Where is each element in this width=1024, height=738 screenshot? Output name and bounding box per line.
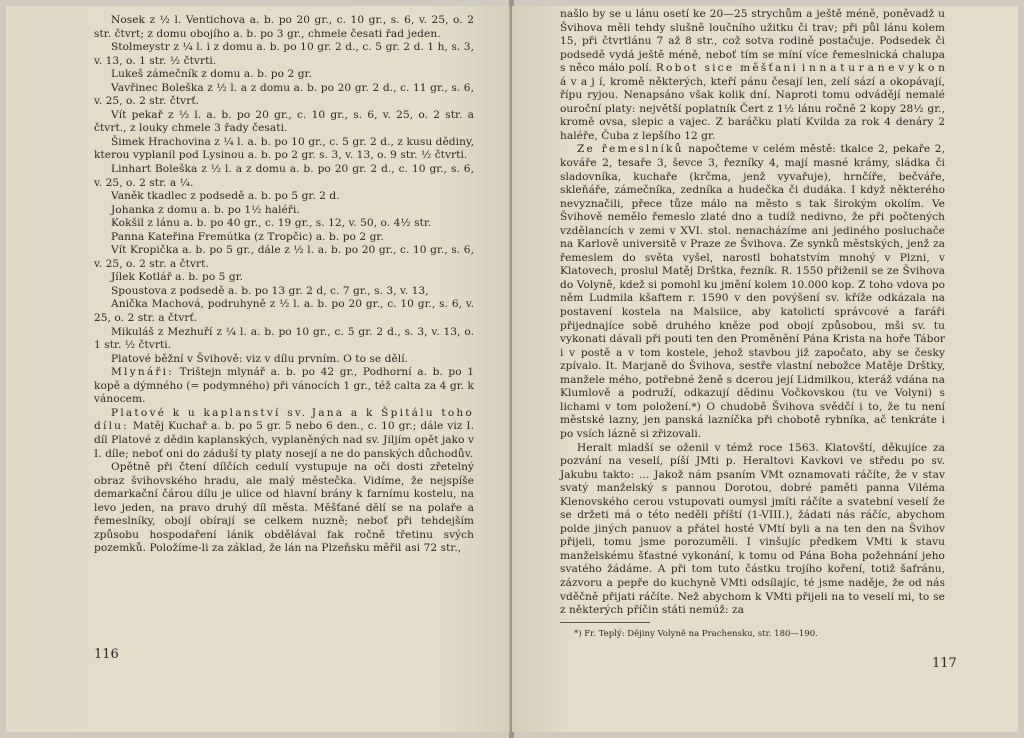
platove-text: Matěj Kuchař a. b. po 5 gr. 5 nebo 6 den., c. 10 gr.; dále viz I. díl Platové z dědin kaplanských, vyplaněných nad sv. Jiljím opět jako v I. díle; neboť oni do záduší ty platy nosejí a ne do panských důchodův. [94,420,474,460]
mlynari-text: Trištejn mlynář a. b. po 42 gr., Podhorní a. b. po 1 kopě a dýmného (= podymného) při vánocích 1 gr., též calta za 4 gr. k vánocem. [94,366,474,406]
platove-label: Platové k u kaplanství sv. [111,406,308,419]
left-paragraph: Jílek Kotlář a. b. po 5 gr. [111,271,244,284]
robot-label: Robot sice měšťani [655,62,799,75]
platove-paragraph [94,407,474,461]
right-text-1: našlo by se u lánu osetí ke 20—25 strychům a ještě méně, poněvadž u Švihova měli tehdy slušně loučního užitku či trav; při půl lánu kolem 15, při čtvrtlánu 7 až 8 str., což sotva rodině postačuje. Podsedek či podsedě vydá ještě méně, neboť tím se míní více řemeslnická chalupa s něco málo polí. [560,8,945,75]
left-paragraph: Spoustova z podsedě a. b. po 13 gr. 2 d, c. 7 gr., s. 3, v. 13, [111,284,429,297]
remeslniku-label: Ze řemeslníků [577,143,684,156]
page-number-right: 117 [932,656,957,671]
left-paragraph: Panna Kateřina Fremútka (z Tropčic) a. b. po 2 gr. [111,230,384,243]
left-paragraph: Nosek z ½ l. Ventichova a. b. po 20 gr., c. 10 gr., s. 6, v. 25, o. 2 str. čtvrt; z domu obojího a. b. po 3 gr., chmele česati řad jeden. [94,14,474,40]
right-paragraph-2 [560,143,945,441]
left-paragraph: Stolmeystr z ¼ l. i z domu a. b. po 10 gr. 2 d., c. 5 gr. 2 d. 1 h, s. 3, v. 13, o. 1 str. ½ čtvrti. [94,41,474,67]
left-paragraph: Kokšil z lánu a. b. po 40 gr., c. 19 gr., s. 12, v. 50, o. 4½ str. [111,217,432,230]
left-paragraph: Lukeš zámečník z domu a. b. po 2 gr. [111,68,312,81]
left-paragraph: Vít Kropička a. b. po 5 gr., dále z ½ l. a. b. po 20 gr., c. 10 gr., s. 6, v. 25, o. 2 str. a čtvrt. [94,244,474,270]
left-page-text [94,14,474,556]
right-text-1c: kromě některých, kteří pánu česají len, zelí sází a okopávají, řípu ryjou. Nenapsáno však kolik dní. Naproti tomu odvádějí nemalé ouroční platy: největší poplatník Čert z 1½ lánu ročně 2 kopy 28½ gr., kromě ovsa, slepic a vajec. Z baráčku platí Kvilda za rok 4 denáry 2 haléře, Čuba z lepšího 12 gr. [560,75,945,142]
page-number-left: 116 [94,647,119,662]
platove-label-2: Jana a k Špitálu toho dílu: [94,406,474,433]
footnote-rule [560,622,650,623]
left-paragraph: Vavřinec Boleška z ½ l. a z domu a. b. po 20 gr. 2 d., c. 11 gr., s. 6, v. 25, o. 2 str. čtvrť. [94,81,474,108]
mlynari-paragraph [94,366,474,407]
left-paragraph: Anička Machová, podruhyně z ½ l. a. b. po 20 gr., c. 10 gr., s. 6, v. 25, o. 2 str. a čtvrť. [94,298,474,325]
left-paragraph: Platové běžní v Švihově: viz v dílu prvním. O to se dělí. [111,352,409,365]
left-page [6,6,510,732]
left-paragraph: Vít pekař z ½ l. a. b. po 20 gr., c. 10 gr., s. 6, v. 25, o. 2 str. a čtvrt., z louky chmele 3 řady česati. [94,108,474,135]
mlynari-label: Mlynáři: [111,366,174,379]
left-final-paragraph: Opětně při čtení dílčích cedulí vystupuje na oči dosti zřetelný obraz švihovského hradu, ale malý městečka. Vidíme, že nejspíše demarkační čárou dílu je ulice od hlavní brány k farnímu kostelu, na levo jeden, na pravo druhý díl města. Měšťané dělí se na polaře a řemeslníky, obojí obírají se celkem nuzně; neboť při tehdejším způsobu hospodaření lánik obdělával fak ročně třetinu svých pozemků. Položíme-li za základ, že lán na Plzeňsku měřil asi 72 str., [94,461,474,555]
left-paragraph: Šimek Hrachovina z ¼ l. a. b. po 10 gr., c. 5 gr. 2 d., z kusu dědiny, kterou vyplanil pod Lysinou a. b. po 2 gr. s. 3, v. 13, o. 9 str. ½ čtvrti. [94,135,474,162]
left-paragraph: Johanka z domu a. b. po 1½ haléři. [111,203,300,216]
right-paragraph-3: Heralt mladší se oženil v témž roce 1563. Klatovští, děkujíce za pozvání na veselí, píší JMti p. Heraltovi Kavkovi ve středu po sv. Jakubu takto: ... Jakož nám psaním VMt oznamovati ráčíte, že v stav svatý manželský s pannou Dorotou, dobré paměti panna Viléma Klenovského cerou vstupovati oumysl jmíti ráčíte a svatební veselí že se držeti má o této neděli příští (1-VIII.), žádati nás ráčíc, abychom polde jiných panuov a přátel hosté VMtí byli a na ten den na Švihov přijeli, tomu jsme porozuměli. I vinšujíc předkem VMti k stavu manželskému šťastné vykonání, k tomu od Pána Boha požehnání jeho svatého žádáme. A při tom tuto částku trojího koření, totiž šafránu, zázvoru a pepře do kuchyně VMti odsílajíc, té jsme naděje, že od nás vděčně přijati ráčíte. Než abychom k VMti přijeli na to veselí mi, to se z některých příčin státi nemúž: za [560,441,945,617]
right-text-2: napočteme v celém městě: tkalce 2, pekaře 2, kováře 2, tesaře 3, ševce 3, řezníky 4, mají masné krámy, sládka či sladovníka, kuchaře (krčma, jenž vyvařuje), hrnčíře, bečváře, skleňáře, zámečníka, zedníka a hudečka či dudáka. I když některého nevyznačili, přece tůze málo na město s tak širokým okolím. Ve Švihově nemělo řemeslo zlaté dno a tudíž nedivno, že při počtených vzdělancích v zemi v XVI. stol. nenacházíme ani jediného posluchače na Karlově universitě v Praze ze Švihova. Ze synků městských, jenž za řemeslem do světa vyšel, narostl bohatstvím mnohý v Plzni, v Klatovech, proslul Matěj Drštka, řezník. R. 1550 přiženil se ze Švihova do Volyně, kdež si pomohl ku jmění kolem 10.000 kop. Z toho vdova po něm Ludmila kšaftem r. 1590 v den povýšení sv. kříže odkázala na postavení kostela na Malsiice, aby katolictí správcové a faráři přijednajíce sobě druhého kněze pod obojí způsobou, mši sv. tu vykonati dávali při pouti ten den Proměnění Pána Krista na hoře Tábor i v postě a v tom kostele, jehož stavbou již započato, aby se česky zpívalo. It. Marjaně do Švihova, sestře vlastní nebožce Matěje Drštky, manžele mého, potřebné ženě s dcerou její Lidmilkou, kteráž vdána na Klumlově a podruží, odkazují dědinu Vočkovskou (tu ve Volyni) s lichami v tom položení.*) O chudobě Švihova svědčí i to, že tu není městské lazny, jen panská lazníčka při chobotě rybníka, ač tenkráte i po vsích lázně si zřizovali. [560,143,945,440]
right-page-text [560,8,945,618]
right-paragraph-1 [560,8,945,143]
footnote: *) Fr. Teplý: Dějiny Volyně na Prachensku, str. 180—190. [574,629,818,639]
left-paragraph: Vaněk tkadlec z podsedě a. b. po 5 gr. 2 d. [111,190,340,203]
natura-spaced: i n n a t u r a n e v y k o n á v a j í, [560,62,946,88]
right-page [512,6,1018,732]
left-paragraph: Linhart Boleška z ½ l. a z domu a. b. po 20 gr. 2 d., c. 10 gr., s. 6, v. 25, o. 2 str. a ¼. [94,163,474,189]
left-paragraph: Mikuláš z Mezhuří z ¼ l. a. b. po 10 gr., c. 5 gr. 2 d., s. 3, v. 13, o. 1 str. ½ čtvrti. [94,325,474,352]
